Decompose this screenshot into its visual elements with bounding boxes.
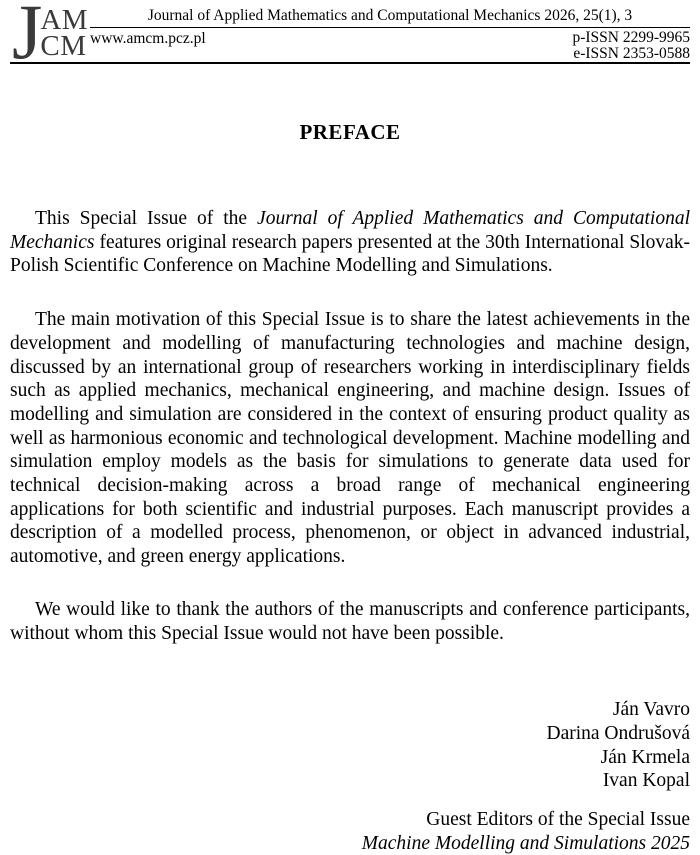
paragraph-2: The main motivation of this Special Issue is to share the latest achievements in the development and modelling of manufacturing technologies and machine design, discussed by an international group of researchers working in interdisciplinary fields such as applied mechanics, mechanical engineering, and machine design. Issues of modelling and simulation are considered in the context of ensuring product quality as well as harmonious economic and technological development. Machine modelling and simulation employ models as the basis for simulations to generate data used for technical decision-making across a broad range of mechanical engineering applications for both scientific and industrial purposes. Each manuscript provides a description of a modelled process, phenomenon, or object in advanced industrial, automotive, and green energy applications.	[10, 309, 690, 568]
journal-website: www.amcm.pcz.pl	[90, 30, 206, 47]
logo-letter-j: J	[12, 0, 41, 75]
signature-name: Ján Krmela	[600, 746, 690, 768]
page-title: PREFACE	[299, 120, 401, 144]
header-second-row	[90, 28, 690, 62]
paragraph-1-rest: features original research papers presented at the 30th International Slovak-Polish Scientific Conference on Machine Modelling and Simulations.	[10, 231, 690, 277]
logo-letter-stack	[40, 4, 89, 62]
editors-note-conference: Machine Modelling and Simulations 2025	[361, 832, 690, 854]
signature-name: Ivan Kopal	[602, 770, 690, 792]
journal-header	[10, 0, 690, 75]
header-right	[90, 6, 690, 62]
p-issn: p-ISSN 2299-9965	[572, 29, 690, 46]
guest-editor-signatures	[10, 698, 690, 793]
journal-title-line: Journal of Applied Mathematics and Computational Mechanics 2026, 25(1), 3	[90, 6, 690, 28]
journal-name-italic: Journal of Applied Mathematics and Computational Mechanics	[10, 208, 690, 253]
editors-note-role: Guest Editors of the Special Issue	[426, 809, 690, 831]
issn-block	[572, 30, 690, 62]
paragraph-1-lead: This Special Issue of the	[35, 208, 258, 229]
signature-name: Darina Ondrušová	[546, 722, 690, 744]
paragraph-3: We would like to thank the authors of the manuscripts and conference participants, without whom this Special Issue would not have been possible.	[10, 598, 690, 644]
paragraph-1	[10, 207, 690, 278]
signature-name: Ján Vavro	[612, 699, 690, 721]
editors-note	[10, 808, 690, 855]
jamcm-logo	[12, 0, 89, 75]
e-issn: e-ISSN 2353-0588	[573, 45, 690, 62]
preface-body	[10, 207, 690, 645]
logo-row-cm: CM	[40, 30, 87, 62]
logo-row-am: AM	[40, 4, 89, 36]
